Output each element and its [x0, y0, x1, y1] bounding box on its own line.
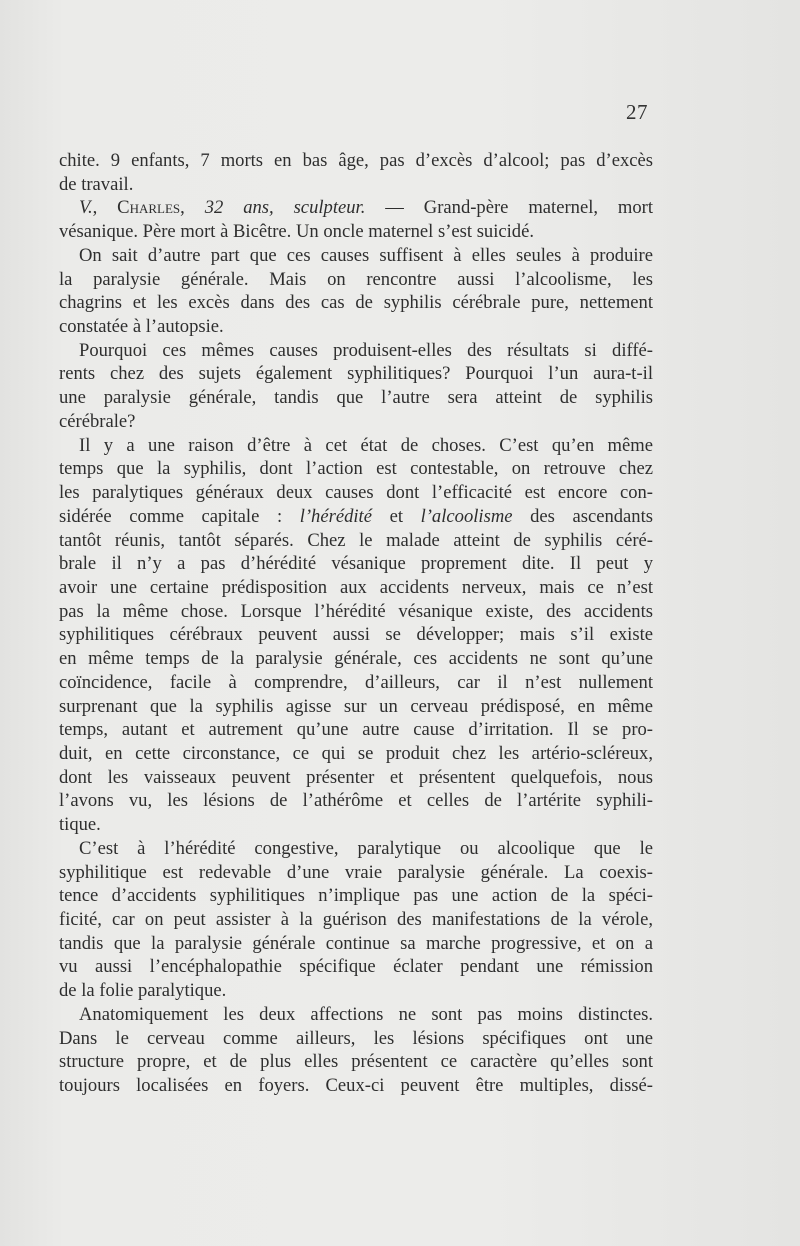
- text-segment: des ascendants: [512, 505, 653, 527]
- page-number: 27: [626, 100, 648, 124]
- text-line: [59, 386, 653, 410]
- text-segment: la paralysie générale. Mais on rencontre aussi l’alcoolisme, les: [59, 268, 653, 290]
- text-line: [59, 291, 653, 315]
- text-line: [59, 600, 653, 624]
- text-segment: surprenant que la syphilis agisse sur un cerveau prédisposé, en même: [59, 695, 653, 717]
- text-line: [59, 695, 653, 719]
- text-segment: toujours localisées en foyers. Ceux-ci peuvent être multiples, dissé-: [59, 1075, 653, 1097]
- text-segment: chagrins et les excès dans des cas de syphilis cérébrale pure, nettement: [59, 292, 653, 314]
- text-line: [59, 837, 653, 861]
- text-segment: rents chez des sujets également syphilitiques? Pourquoi l’un aura-t-il: [59, 363, 653, 385]
- text-segment: Pourquoi ces mêmes causes produisent-elles des résultats si diffé-: [79, 339, 653, 361]
- text-segment: tique.: [59, 814, 101, 836]
- text-line: [59, 932, 653, 956]
- text-segment: pas la même chose. Lorsque l’hérédité vésanique existe, des accidents: [59, 600, 653, 622]
- text-segment: cérébrale?: [59, 410, 136, 432]
- text-line: [59, 339, 653, 363]
- text-line: [59, 362, 653, 386]
- text-segment: V.: [79, 197, 93, 219]
- text-segment: constatée à l’autopsie.: [59, 316, 224, 338]
- text-line: [59, 647, 653, 671]
- text-segment: 32 ans, sculpteur.: [204, 197, 366, 219]
- text-segment: C’est à l’hérédité congestive, paralytique ou alcoolique que le: [79, 837, 653, 859]
- text-line: [59, 718, 653, 742]
- text-line: [59, 813, 653, 837]
- text-line: [59, 884, 653, 908]
- text-segment: ,: [180, 197, 205, 219]
- text-line: [59, 766, 653, 790]
- text-line: [59, 955, 653, 979]
- text-segment: avoir une certaine prédisposition aux accidents nerveux, mais ce n’est: [59, 576, 653, 598]
- text-segment: de la folie paralytique.: [59, 980, 227, 1002]
- text-line: [59, 861, 653, 885]
- text-line: [59, 1074, 653, 1098]
- text-line: [59, 457, 653, 481]
- text-segment: vésanique. Père mort à Bicêtre. Un oncle maternel s’est suicidé.: [59, 221, 535, 243]
- text-line: [59, 268, 653, 292]
- text-segment: Charles: [117, 197, 181, 219]
- text-segment: temps que la syphilis, dont l’action est contestable, on retrouve chez: [59, 458, 653, 480]
- text-line: [59, 244, 653, 268]
- text-segment: et: [371, 505, 421, 527]
- text-segment: coïncidence, facile à comprendre, d’ailleurs, car il n’est nullement: [59, 671, 653, 693]
- text-line: [59, 671, 653, 695]
- text-line: [59, 173, 653, 197]
- text-segment: syphilitiques cérébraux peuvent aussi se développer; mais s’il existe: [59, 624, 653, 646]
- text-segment: l’alcoolisme: [420, 505, 513, 527]
- body-text: [59, 149, 653, 1098]
- text-segment: chite. 9 enfants, 7 morts en bas âge, pas d’excès d’alcool; pas d’excès: [59, 150, 653, 171]
- text-segment: temps, autant et autrement qu’une autre cause d’irritation. Il se pro-: [59, 719, 653, 741]
- text-line: [59, 1027, 653, 1051]
- text-line: [59, 196, 653, 220]
- text-line: [59, 623, 653, 647]
- text-segment: ficité, car on peut assister à la guérison des manifestations de la vérole,: [59, 909, 653, 930]
- text-line: [59, 979, 653, 1003]
- text-segment: ,: [92, 197, 118, 219]
- text-segment: de travail.: [59, 173, 134, 195]
- text-segment: duit, en cette circonstance, ce qui se produit chez les artério-scléreux,: [59, 742, 653, 764]
- text-segment: structure propre, et de plus elles présentent ce caractère qu’elles sont: [59, 1051, 653, 1073]
- text-segment: Dans le cerveau comme ailleurs, les lésions spécifiques ont une: [59, 1027, 653, 1049]
- text-segment: On sait d’autre part que ces causes suffisent à elles seules à produire: [79, 244, 653, 266]
- text-line: [59, 789, 653, 813]
- text-line: [59, 552, 653, 576]
- text-segment: syphilitique est redevable d’une vraie paralysie générale. La coexis-: [59, 861, 653, 883]
- text-line: [59, 315, 653, 339]
- text-segment: dont les vaisseaux peuvent présenter et présentent quelquefois, nous: [59, 766, 653, 788]
- text-line: [59, 505, 653, 529]
- text-segment: tandis que la paralysie générale continue sa marche progressive, et on a: [59, 932, 653, 954]
- text-line: [59, 576, 653, 600]
- text-segment: vu aussi l’encéphalopathie spécifique éclater pendant une rémission: [59, 956, 653, 978]
- text-segment: tence d’accidents syphilitiques n’implique pas une action de la spéci-: [59, 885, 653, 907]
- text-line: [59, 434, 653, 458]
- text-segment: l’hérédité: [299, 505, 372, 527]
- text-line: [59, 1050, 653, 1074]
- text-line: [59, 1003, 653, 1027]
- text-segment: les paralytiques généraux deux causes dont l’efficacité est encore con-: [59, 482, 653, 504]
- text-line: [59, 742, 653, 766]
- text-segment: Il y a une raison d’être à cet état de choses. C’est qu’en même: [79, 434, 653, 456]
- text-segment: Anatomiquement les deux affections ne sont pas moins distinctes.: [79, 1003, 653, 1025]
- text-segment: une paralysie générale, tandis que l’autre sera atteint de syphilis: [59, 387, 653, 409]
- text-segment: brale il n’y a pas d’hérédité vésanique proprement dite. Il peut y: [59, 553, 653, 575]
- text-line: [59, 220, 653, 244]
- text-segment: — Grand-père maternel, mort: [365, 197, 653, 219]
- text-segment: tantôt réunis, tantôt séparés. Chez le malade atteint de syphilis céré-: [59, 529, 653, 551]
- text-line: [59, 410, 653, 434]
- text-line: [59, 149, 653, 173]
- text-segment: sidérée comme capitale :: [59, 505, 300, 527]
- text-line: [59, 529, 653, 553]
- text-segment: l’avons vu, les lésions de l’athérôme et celles de l’artérite syphili-: [59, 790, 653, 812]
- text-line: [59, 908, 653, 932]
- text-segment: en même temps de la paralysie générale, ces accidents ne sont qu’une: [59, 648, 653, 670]
- text-line: [59, 481, 653, 505]
